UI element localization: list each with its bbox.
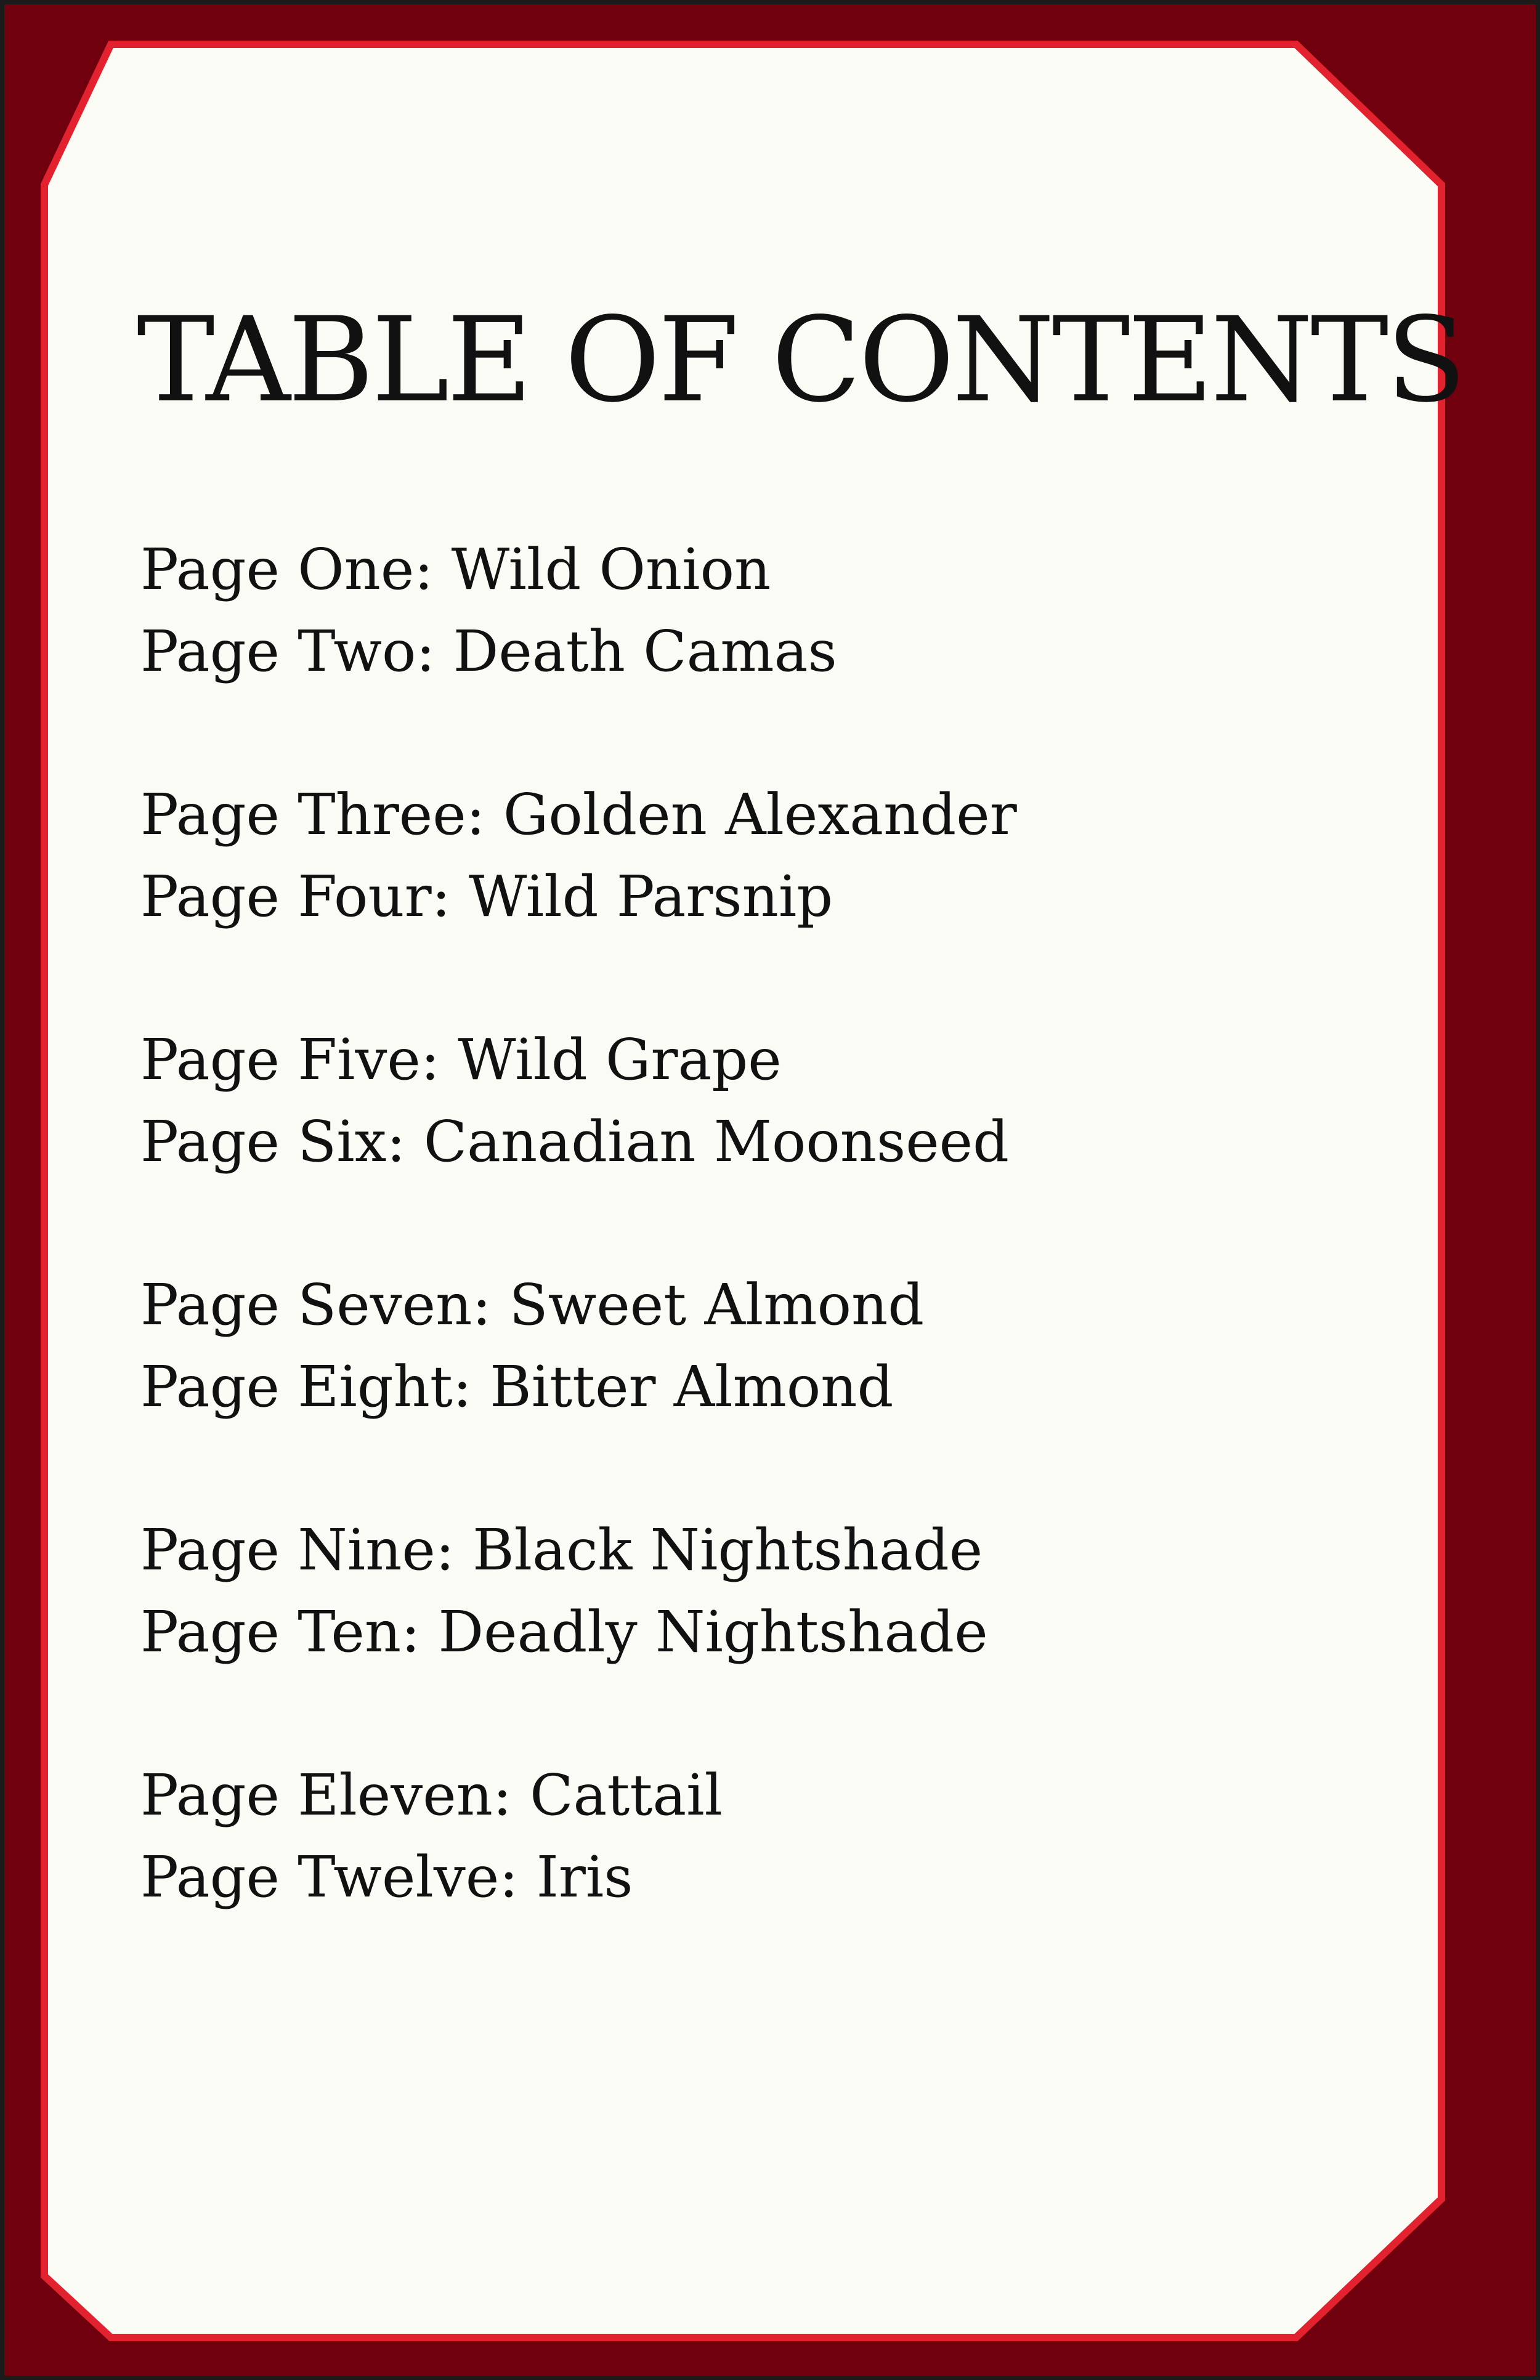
toc-entry: Page Four: Wild Parsnip (140, 864, 833, 929)
toc-entry: Page Three: Golden Alexander (140, 782, 1017, 848)
toc-entry: Page Seven: Sweet Almond (140, 1272, 925, 1338)
toc-entry: Page Nine: Black Nightshade (140, 1517, 983, 1583)
toc-entry: Page Eleven: Cattail (140, 1762, 723, 1828)
toc-entry: Page Twelve: Iris (140, 1844, 633, 1910)
toc-entry: Page Ten: Deadly Nightshade (140, 1599, 988, 1665)
toc-entry: Page Eight: Bitter Almond (140, 1354, 894, 1420)
toc-entry: Page Two: Death Camas (140, 618, 837, 684)
toc-entry: Page Five: Wild Grape (140, 1027, 782, 1093)
toc-entry: Page Six: Canadian Moonseed (140, 1109, 1010, 1175)
page-title: TABLE OF CONTENTS (137, 292, 1464, 428)
contents-list (140, 528, 1403, 1918)
toc-entry: Page One: Wild Onion (140, 536, 771, 602)
